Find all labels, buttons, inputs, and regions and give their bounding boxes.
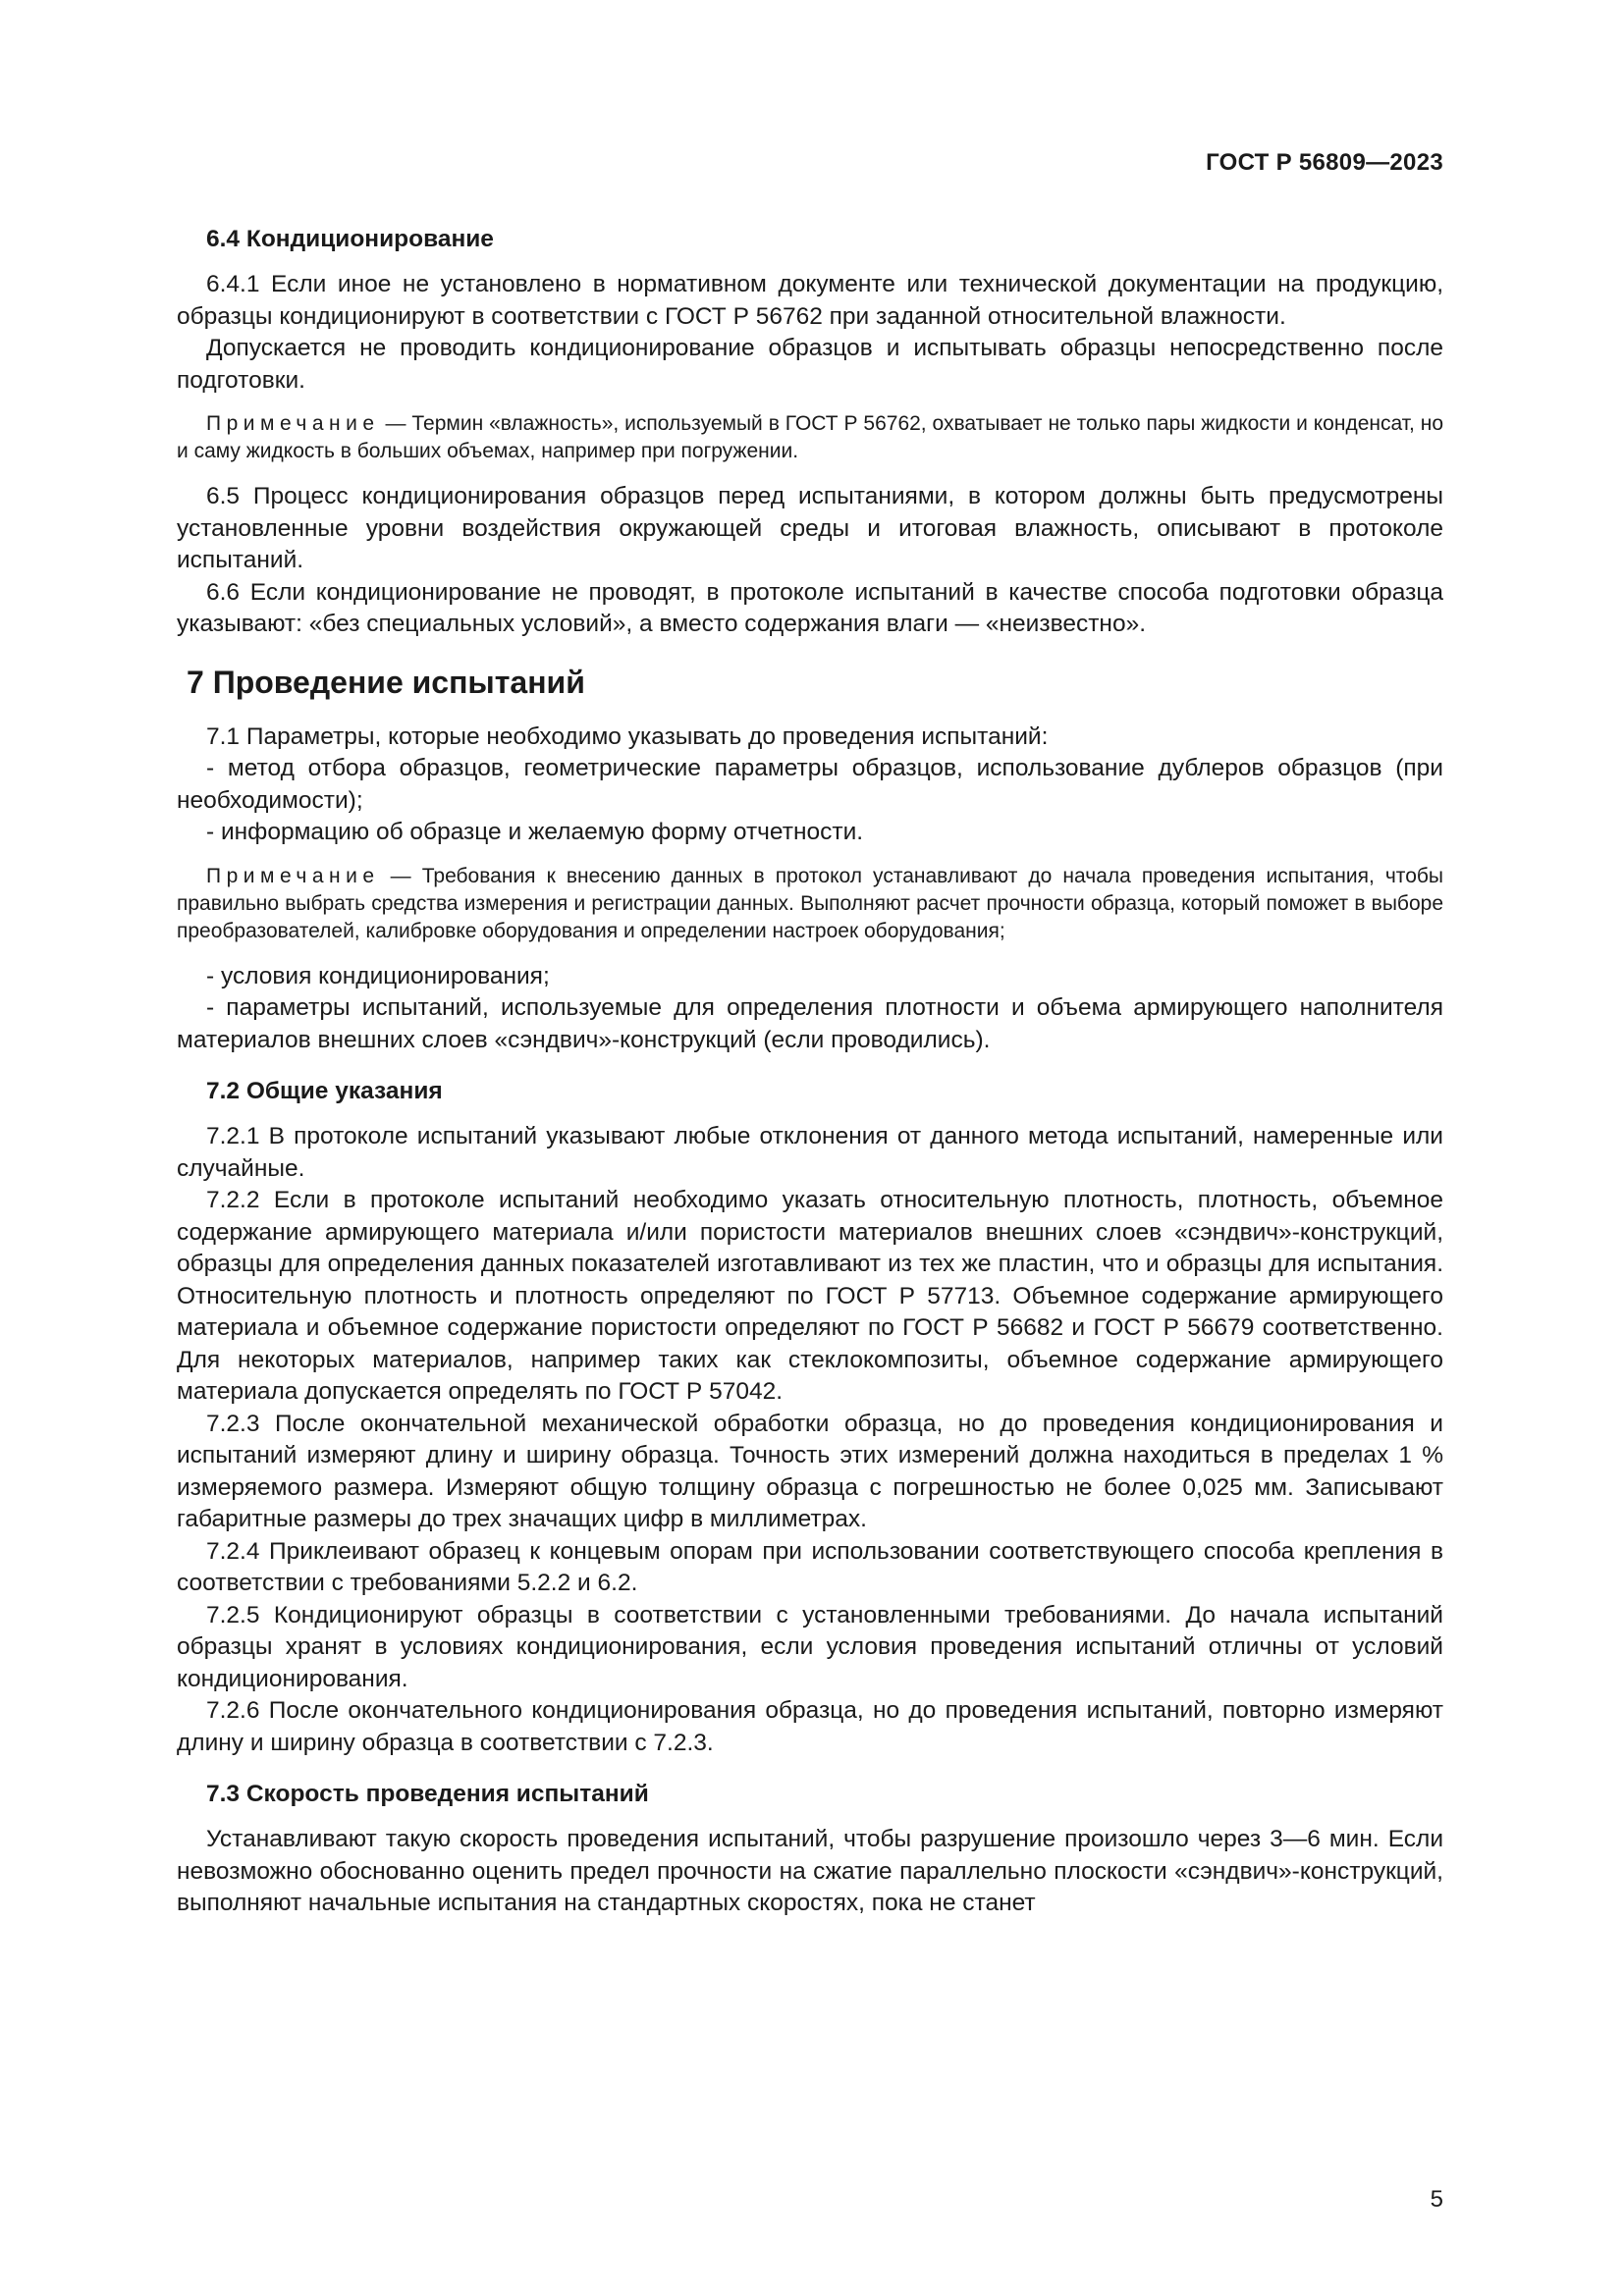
note-label: Примечание [206,864,380,887]
paragraph-7-2-3: 7.2.3 После окончательной механической обработки образца, но до проведения кондиционирования и испытаний измеряют длину и ширину образца. Точность этих измерений должна находиться в пределах 1 % измеряемого размера. Измеряют общую толщину образца с погрешностью не более 0,025 мм. Записывают габаритные размеры до трех значащих цифр в миллиметрах. [177,1410,1443,1532]
paragraph-7-2-2: 7.2.2 Если в протоколе испытаний необходимо указать относительную плотность, плотность, объемное содержание армирующего материала и/или пористости материалов внешних слоев «сэндвич»-конструкций, образцы для определения данных показателей изготавливают из тех же пластин, что и образцы для испытания. Относительную плотность и плотность определяют по ГОСТ Р 57713. Объемное содержание армирующего материала и объемное содержание пористости определяют по ГОСТ Р 56682 и ГОСТ Р 56679 соответственно. Для некоторых материалов, например таких как стеклокомпозиты, объемное содержание армирующего материала допускается определять по ГОСТ Р 57042. [177,1187,1443,1405]
paragraph-6-4-1: 6.4.1 Если иное не установлено в нормативном документе или технической документации на продукцию, образцы кондиционируют в соответствии с ГОСТ Р 56762 при заданной относительной влажности. [177,271,1443,330]
paragraph-7-2-5: 7.2.5 Кондиционируют образцы в соответствии с установленными требованиями. До начала испытаний образцы хранят в условиях кондиционирования, если условия проведения испытаний отличны от условий кондиционирования. [177,1601,1443,1692]
section-7-3-heading: 7.3 Скорость проведения испытаний [206,1781,649,1807]
note-6-4 [177,410,1443,465]
section-6-4-heading: 6.4 Кондиционирование [206,226,494,252]
note-label: Примечание [206,412,380,435]
note-text: — Термин «влажность», используемый в ГОСТ Р 56762, охватывает не только пары жидкости и конденсат, но и саму жидкость в больших объемах, например при погружении. [177,412,1443,462]
document-id: ГОСТ Р 56809—2023 [1206,149,1443,176]
note-text: — Требования к внесению данных в протокол устанавливают до начала проведения испытания, чтобы правильно выбрать средства измерения и регистрации данных. Выполняют расчет прочности образца, который поможет в выборе преобразователей, калибровке оборудования и определении настроек оборудования; [177,864,1443,942]
list-item: - метод отбора образцов, геометрические параметры образцов, использование дублеров образцов (при необходимости); [177,755,1443,814]
note-7-1 [177,863,1443,945]
paragraph-6-4-1-b: Допускается не проводить кондиционирование образцов и испытывать образцы непосредственно после подготовки. [177,335,1443,394]
section-7-2-heading: 7.2 Общие указания [206,1078,443,1104]
paragraph-7-2-4: 7.2.4 Приклеивают образец к концевым опорам при использовании соответствующего способа крепления в соответствии с требованиями 5.2.2 и 6.2. [177,1537,1443,1596]
paragraph-6-6: 6.6 Если кондиционирование не проводят, в протоколе испытаний в качестве способа подготовки образца указывают: «без специальных условий», а вместо содержания влаги — «неизвестно». [177,578,1443,637]
list-item: - информацию об образце и желаемую форму отчетности. [206,819,864,845]
list-item: - условия кондиционирования; [206,962,550,989]
paragraph-7-2-1: 7.2.1 В протоколе испытаний указывают любые отклонения от данного метода испытаний, намеренные или случайные. [177,1123,1443,1182]
section-7-heading: 7 Проведение испытаний [187,664,585,700]
paragraph-7-1: 7.1 Параметры, которые необходимо указывать до проведения испытаний: [206,722,1049,750]
document-body [177,224,1443,1920]
paragraph-6-5: 6.5 Процесс кондиционирования образцов перед испытаниями, в котором должны быть предусмотрены установленные уровни воздействия окружающей среды и итоговая влажность, описывают в протоколе испытаний. [177,483,1443,573]
page-number: 5 [1430,2186,1443,2213]
paragraph-7-3: Устанавливают такую скорость проведения испытаний, чтобы разрушение произошло через 3—6 мин. Если невозможно обоснованно оценить предел прочности на сжатие параллельно плоскости «сэндвич»-конструкций, выполняют начальные испытания на стандартных скоростях, пока не станет [177,1826,1443,1916]
paragraph-7-2-6: 7.2.6 После окончательного кондиционирования образца, но до проведения испытаний, повторно измеряют длину и ширину образца в соответствии с 7.2.3. [177,1697,1443,1756]
list-item: - параметры испытаний, используемые для определения плотности и объема армирующего наполнителя материалов внешних слоев «сэндвич»-конструкций (если проводились). [177,994,1443,1053]
document-page [177,0,1443,2296]
